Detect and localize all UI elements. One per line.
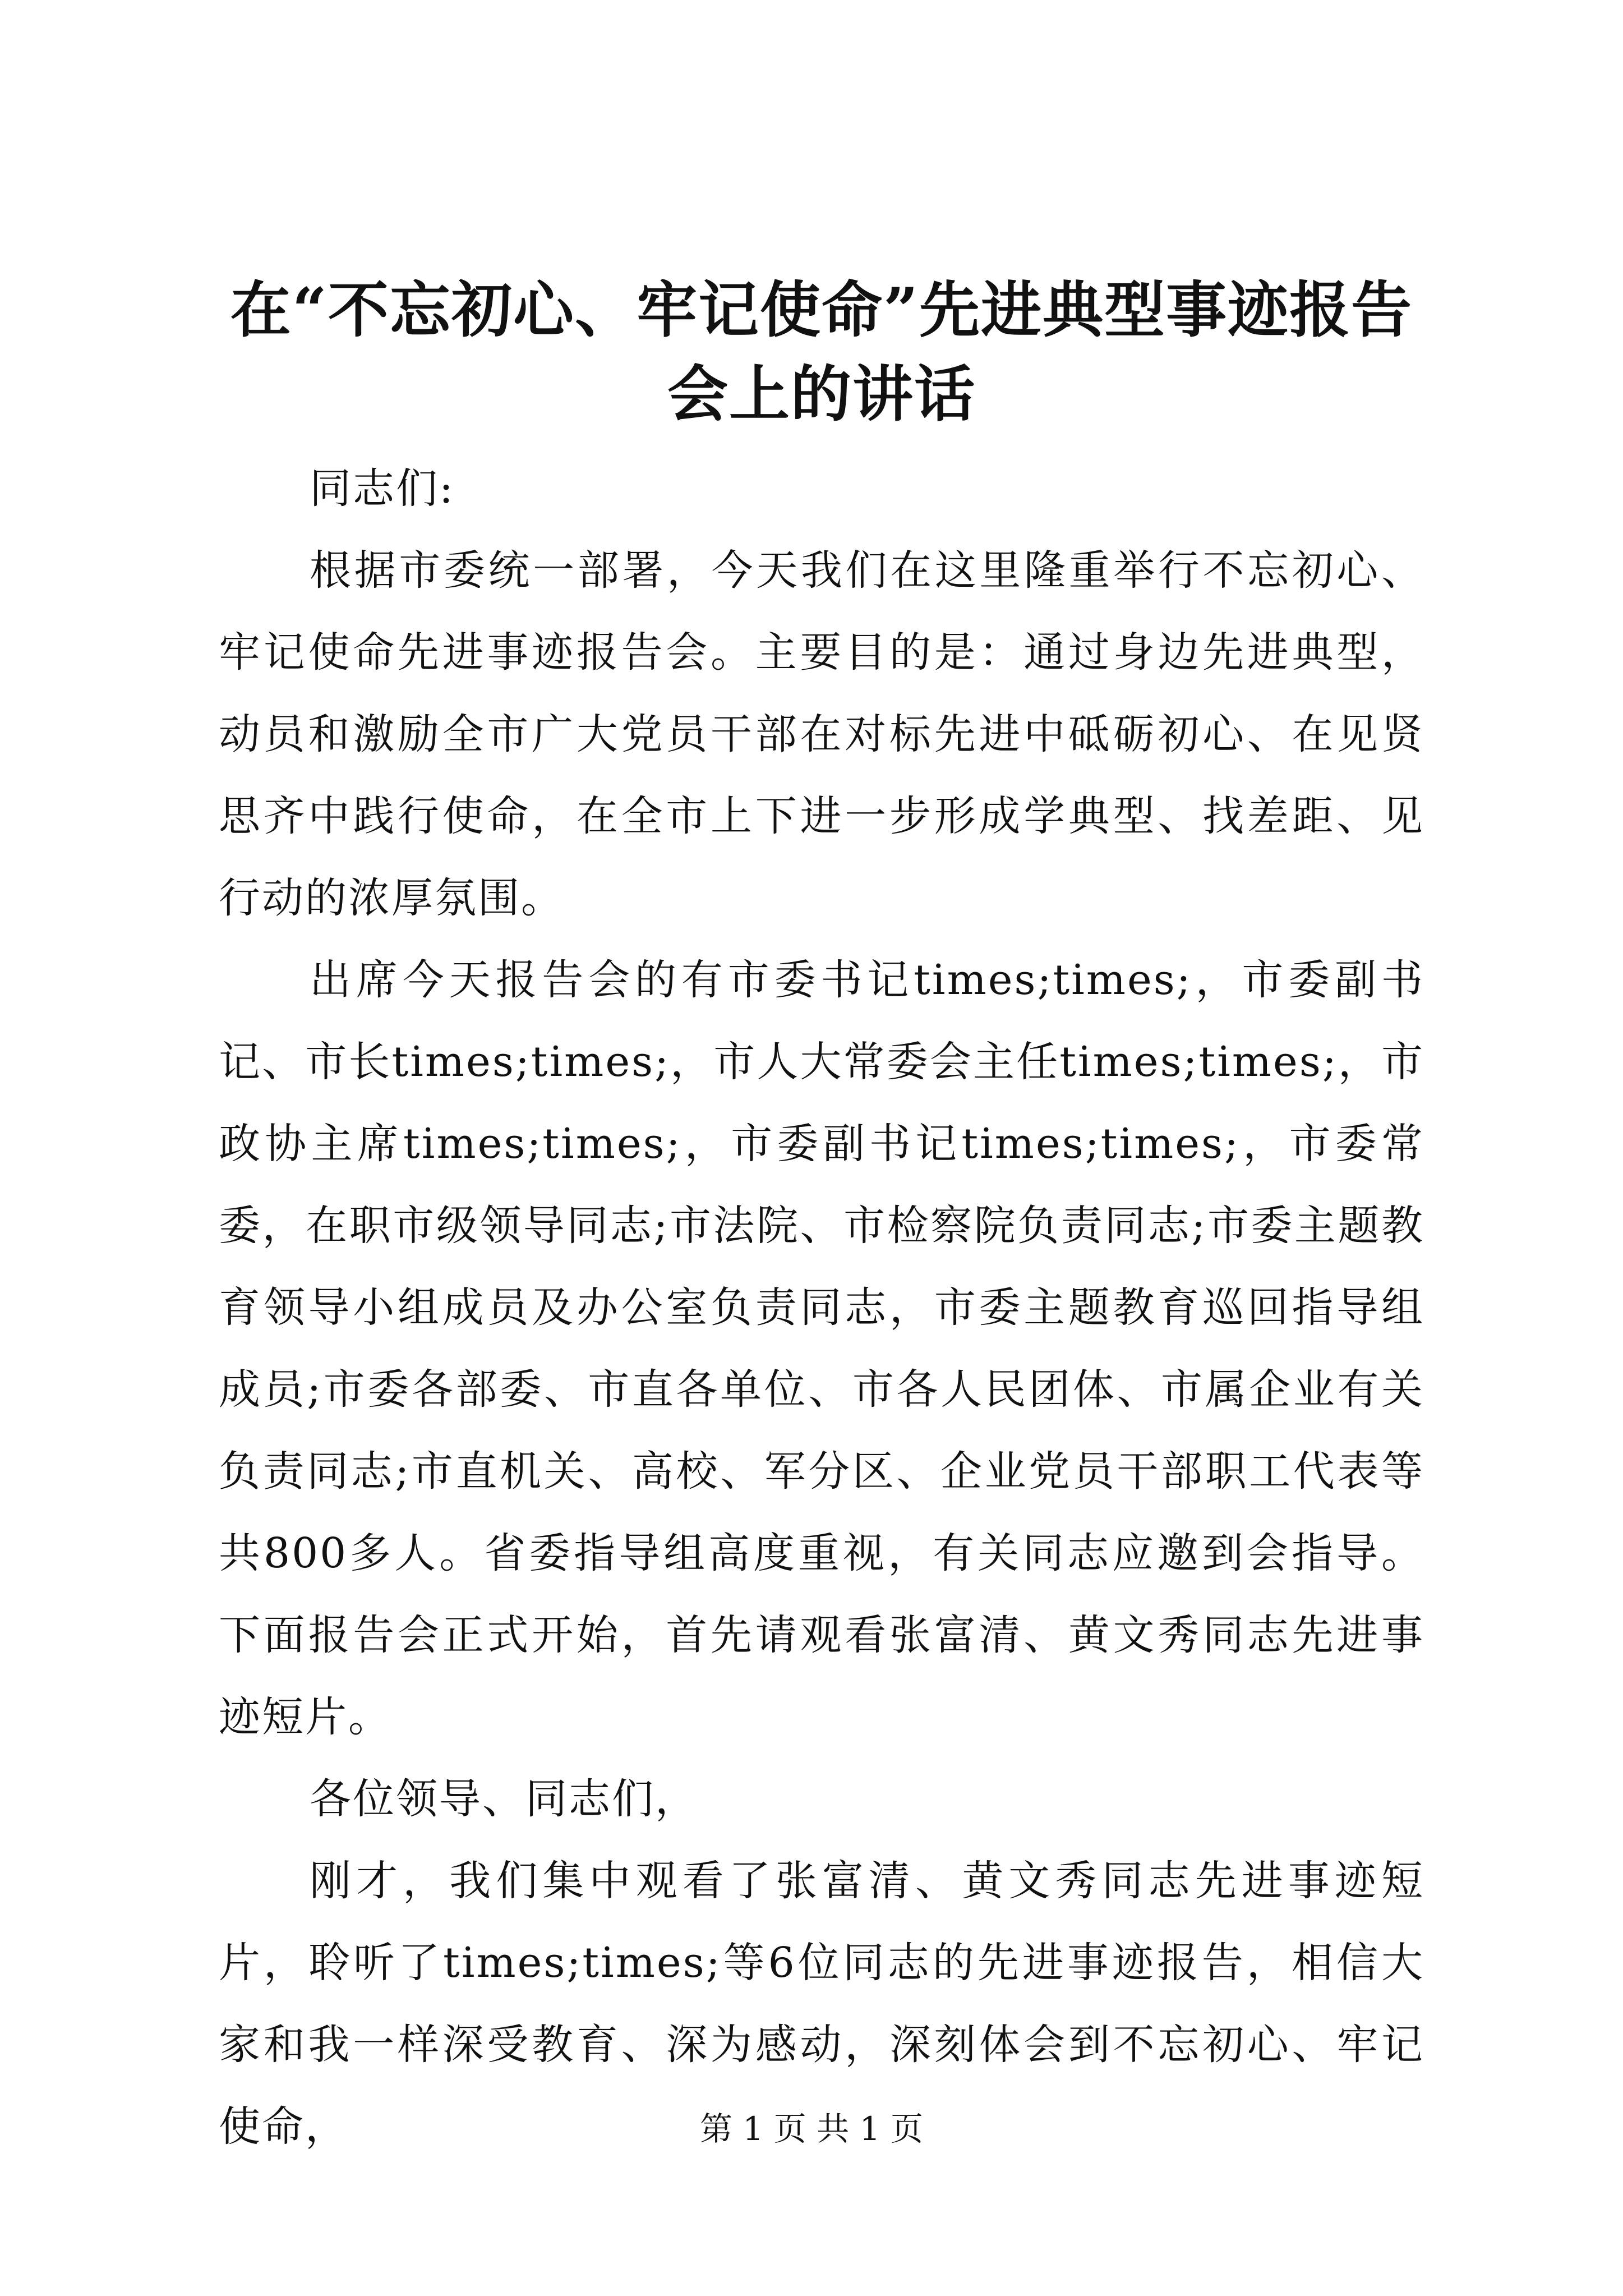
paragraph-reflection: 刚才，我们集中观看了张富清、黄文秀同志先进事迹短片，聆听了times;times;等6位同志的先进事迹报告，相信大家和我一样深受教育、深为感动，深刻体会到不忘初心、牢记使命， xyxy=(219,1857,1424,2151)
paragraph-purpose: 根据市委统一部署，今天我们在这里隆重举行不忘初心、牢记使命先进事迹报告会。主要目的是：通过身边先进典型，动员和激励全市广大党员干部在对标先进中砥砺初心、在见贤思齐中践行使命，在全市上下进一步形成学典型、找差距、见行动的浓厚氛围。 xyxy=(219,546,1424,922)
page-number-footer: 第 1 页 共 1 页 xyxy=(700,2110,923,2148)
paragraph-greeting: 各位领导、同志们， xyxy=(310,1775,698,1823)
paragraph-salutation: 同志们: xyxy=(310,464,455,513)
document-title: 在“不忘初心、牢记使命”先进典型事迹报告会上的讲话 xyxy=(230,275,1413,430)
paragraph-attendees: 出席今天报告会的有市委书记times;times;，市委副书记、市长times;times;，市人大常委会主任times;times;，市政协主席times;times;，市委副书记times;times;，市委常委，在职市级领导同志;市法院、市检察院负责同志;市委主题教育领导小组成员及办公室负责同志，市委主题教育巡回指导组成员;市委各部委、市直各单位、市各人民团体、市属企业有关负责同志;市直机关、高校、军分区、企业党员干部职工代表等共800多人。省委指导组高度重视，有关同志应邀到会指导。下面报告会正式开始，首先请观看张富清、黄文秀同志先进事迹短片。 xyxy=(219,956,1424,1741)
document-body xyxy=(219,268,1424,2168)
